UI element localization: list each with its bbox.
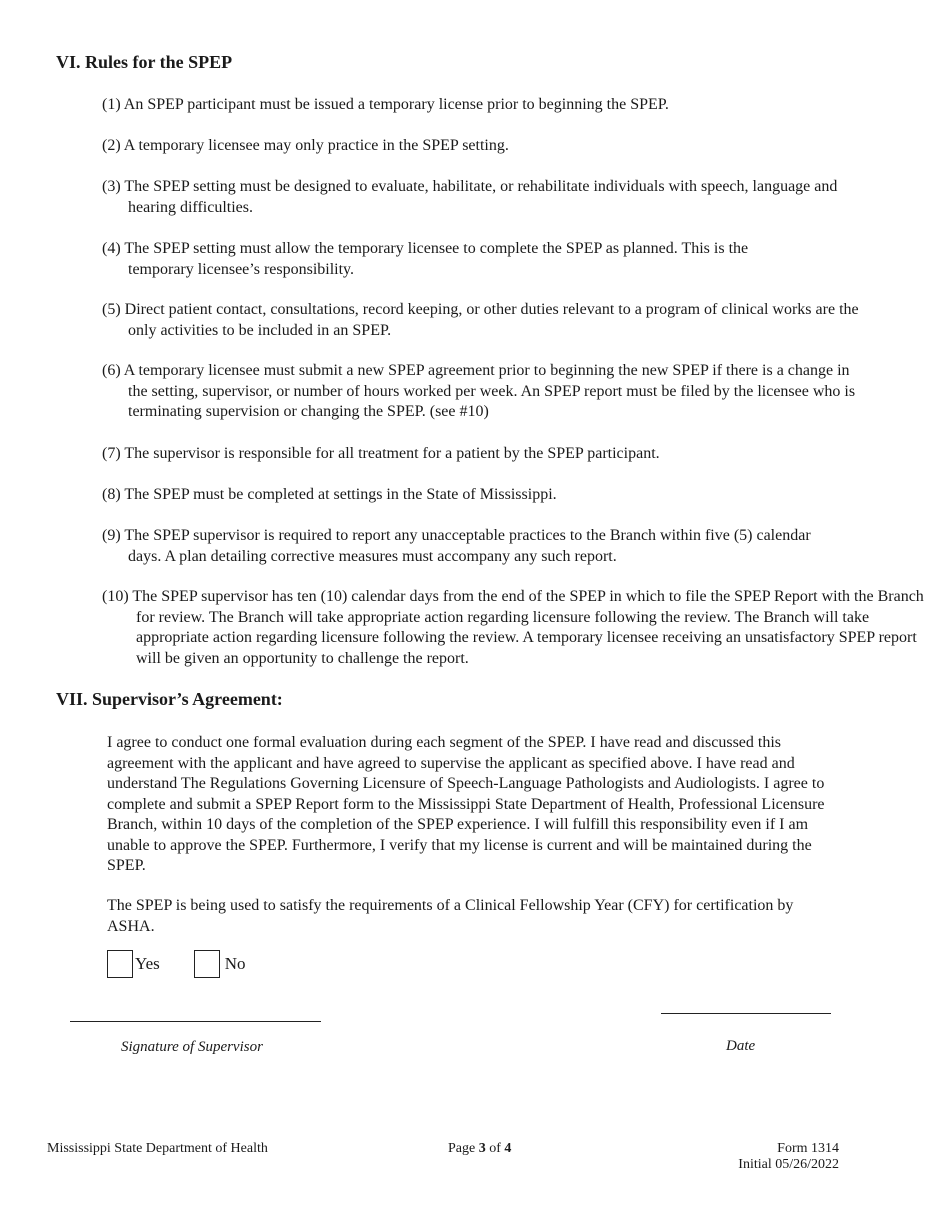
signature-line[interactable]: [70, 1021, 321, 1022]
footer-page-number: [448, 1141, 511, 1157]
date-caption: Date: [726, 1038, 756, 1054]
rule-item-8: (8) The SPEP must be completed at settings in the State of Mississippi.: [102, 486, 557, 503]
rule-item-2: (2) A temporary licensee may only practice in the SPEP setting.: [102, 137, 509, 154]
signature-caption: Signature of Supervisor: [121, 1039, 263, 1055]
rule-item-7: (7) The supervisor is responsible for all treatment for a patient by the SPEP participant.: [102, 445, 660, 462]
section-heading-agreement: VII. Supervisor’s Agreement:: [56, 689, 283, 709]
page-current: 3: [478, 1141, 486, 1156]
footer-form-info: [700, 1141, 839, 1173]
rule-item-1: (1) An SPEP participant must be issued a temporary license prior to beginning the SPEP.: [102, 96, 669, 113]
cfy-options: [107, 950, 246, 978]
rule-item-3: (3) The SPEP setting must be designed to evaluate, habilitate, or rehabilitate individuals with speech, language and hearing difficulties.: [102, 178, 838, 216]
form-number: Form 1314: [777, 1141, 839, 1156]
footer-department: Mississippi State Department of Health: [47, 1141, 268, 1156]
rule-item-4: (4) The SPEP setting must allow the temporary licensee to complete the SPEP as planned. This is the temporary licensee’s responsibility.: [102, 240, 749, 278]
page-of: of: [489, 1141, 501, 1156]
date-line[interactable]: [661, 1013, 831, 1014]
page-prefix: Page: [448, 1141, 476, 1156]
page-total: 4: [504, 1141, 512, 1156]
yes-checkbox[interactable]: [107, 950, 133, 978]
section-heading-rules: VI. Rules for the SPEP: [56, 52, 233, 72]
rule-item-6: (6) A temporary licensee must submit a new SPEP agreement prior to beginning the new SPEP if there is a change in the setting, supervisor, or number of hours worked per week. An SPEP report must be filed by the licensee who is terminating supervision or changing the SPEP. (see #10): [102, 362, 856, 420]
no-label: No: [224, 954, 246, 973]
form-initial-date: Initial 05/26/2022: [738, 1157, 839, 1172]
agreement-paragraph: I agree to conduct one formal evaluation during each segment of the SPEP. I have read and discussed this agreement with the applicant and have agreed to supervise the applicant as specified above. I have read and understand The Regulations Governing Licensure of Speech-Language Pathologists and Audiologists. I agree to complete and submit a SPEP Report form to the Mississippi State Department of Health, Professional Licensure Branch, within 10 days of the completion of the SPEP experience. I will fulfill this responsibility even if I am unable to approve the SPEP. Furthermore, I verify that my license is current and will be maintained during the SPEP.: [107, 734, 825, 874]
no-checkbox[interactable]: [194, 950, 220, 978]
rule-item-5: (5) Direct patient contact, consultations, record keeping, or other duties relevant to a program of clinical works are the only activities to be included in an SPEP.: [102, 301, 859, 339]
cfy-statement: The SPEP is being used to satisfy the requirements of a Clinical Fellowship Year (CFY) for certification by ASHA.: [107, 897, 794, 935]
rule-item-10: (10) The SPEP supervisor has ten (10) calendar days from the end of the SPEP in which to file the SPEP Report with the Branch for review. The Branch will take appropriate action regarding licensure following the review. The Branch will take appropriate action regarding licensure following the review. A temporary licensee receiving an unsatisfactory SPEP report will be given an opportunity to challenge the report.: [102, 588, 924, 667]
yes-label: Yes: [135, 954, 160, 973]
rule-item-9: (9) The SPEP supervisor is required to report any unacceptable practices to the Branch within five (5) calendar days. A plan detailing corrective measures must accompany any such report.: [102, 527, 811, 565]
